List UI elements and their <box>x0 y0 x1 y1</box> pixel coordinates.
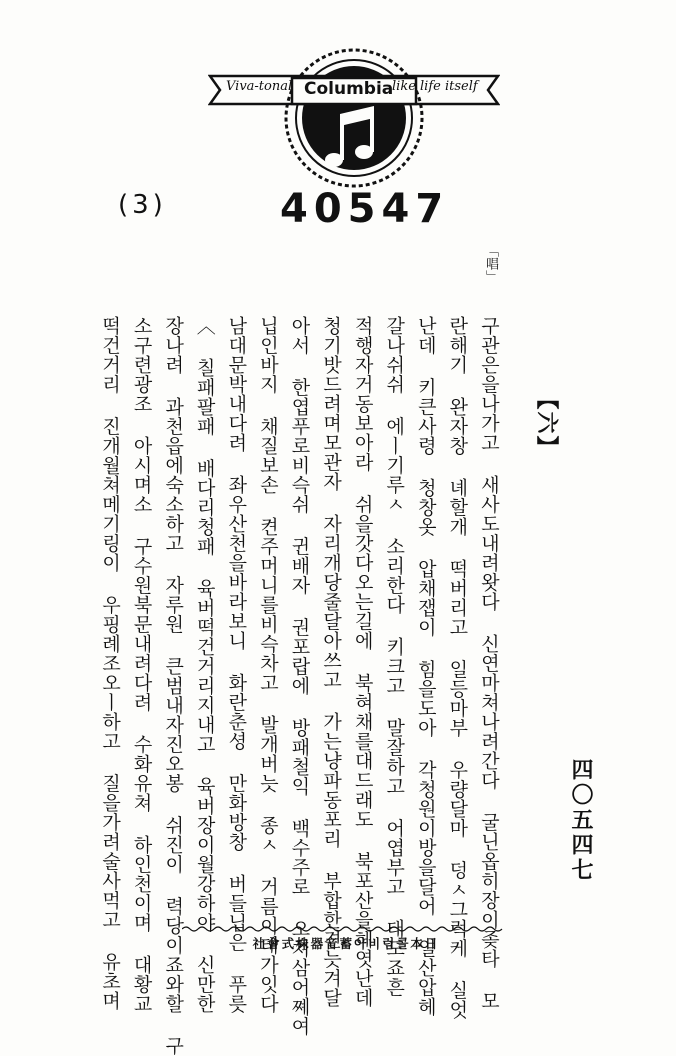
page-number: (3) <box>118 190 167 220</box>
lyric-column: 〈 칠패팔패 배다리청패 육버떡건거리지내고 육버장이월강하야 신만한 <box>193 316 216 1014</box>
logo-right-text: like life itself <box>392 79 478 94</box>
lyric-column: 아서 한엽푸로비슥쉬 귄배자 권포랍에 방패철익 백수주로 오쳐삼어쪠여 <box>288 316 311 1036</box>
catalog-number: 40547 <box>280 186 450 232</box>
section-number: 【六】 <box>533 387 560 460</box>
logo-brand-text: Columbia <box>304 79 394 99</box>
margin-catalog-number: 四〇五四七 <box>568 758 594 883</box>
lyric-column: 청기밧드려며모관자 자리개당줄달아쓰고 가는냥파동포리 부합한견늣겨달 <box>320 316 343 1008</box>
lyric-column: 닙인바지 채질보손 켠주머니를비슥차고 발개버늣 종ㅅ 거름이태가잇다 <box>256 316 279 1014</box>
lyric-column: 소구련광조 아시며소 구수원북문내려다려 수화유쳐 하인천이며 대황교 <box>130 316 153 1014</box>
lyric-column: 떡건거리 진개월쳐메기링이 우핑례조오ㅣ하고 질을가려술사먹고 유초며 <box>99 316 121 1011</box>
columbia-logo <box>208 42 500 188</box>
footer-divider <box>182 924 506 934</box>
lyric-column: 갈나쉬쉬 에ㅣ기루ㅅ 소리한다 키크고 말잘하고 어엽부고 태도죠흔 <box>383 316 406 997</box>
lyric-column: 난데 키큰사령 청창옷 압채잽이 힘을도아 각청원이방을달어 일산압헤 <box>414 316 437 1017</box>
lyric-column: 적행자거동보아라 쉬을갓다오는길에 북혀채를대드래도 북포산을헤엿난데 <box>351 316 374 1008</box>
lyric-column: 장나려 과천읍에숙소하고 자루원 큰범내자진오봉 쉬진이 력당이죠와할 구 <box>162 316 185 1056</box>
lyric-column: 란해기 완자창 녜할개 떡버리고 일등마부 우량달마 덩ㅅ그럭케 실엇 <box>446 316 469 1020</box>
footer-company: 社會式株器音蓄아비럼콜本日 <box>252 936 440 951</box>
logo-left-text: Viva-tonal <box>226 79 293 94</box>
song-label: 「唱」 <box>483 244 498 283</box>
lyric-column: 남대문박내다려 좌우산천을바라보니 화란춘셩 만화방창 버들닙은 푸릇 <box>225 316 248 1014</box>
lyric-column: 구관은을나가고 새사도내려왓다 신연마쳐나려간다 굴닌옵히장이좆타 모 <box>477 316 500 1011</box>
